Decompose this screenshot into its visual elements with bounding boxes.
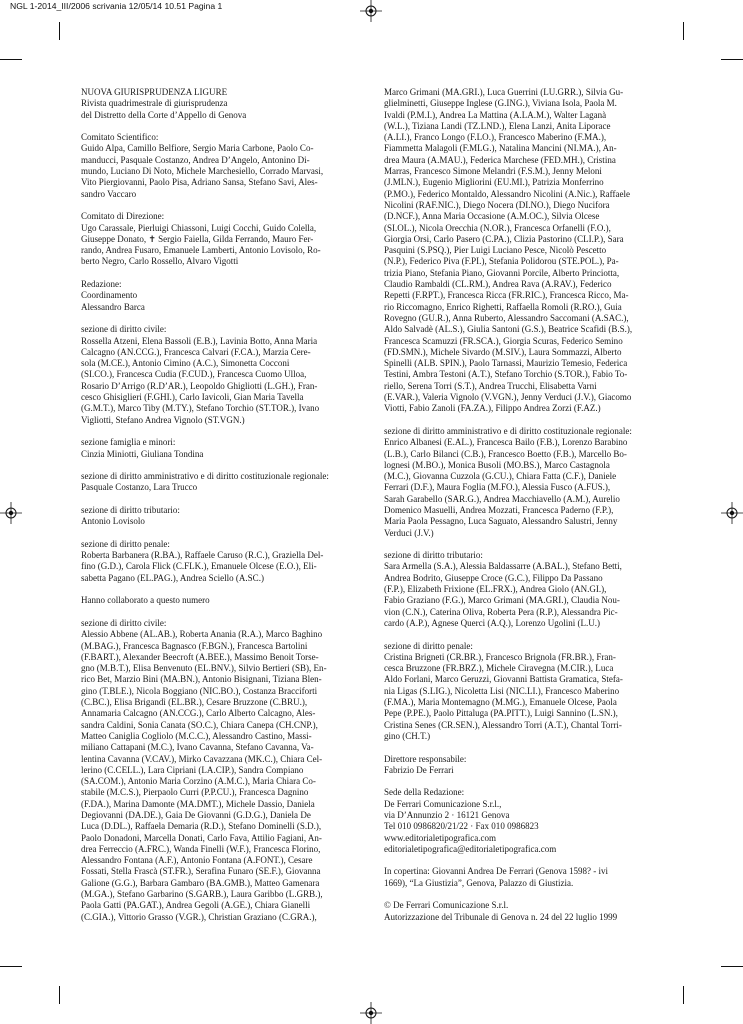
- text-block: [81, 618, 359, 923]
- text-line: trizia Piano, Stefania Piano, Giovanni Porcile, Alberto Princiotta,: [384, 267, 620, 278]
- text-line: Rivista quadrimestrale di giurisprudenza: [81, 98, 228, 109]
- text-line: Ferrari (D.F.), Maura Foglia (M.FO.), Alessia Fusco (A.FUS.),: [384, 482, 611, 493]
- text-line: (SA.COM.), Antonio Maria Corzino (A.M.C.), Maria Chiara Co-: [81, 776, 316, 787]
- text-line: sezione di diritto penale:: [81, 538, 170, 549]
- text-line: Aldo Salvadè (AL.S.), Giulia Santoni (G.S.), Beatrice Scafidi (B.S.),: [384, 324, 633, 335]
- text-line: Annamaria Calcagno (AN.CCG.), Carlo Alberto Calcagno, Ales-: [81, 708, 316, 719]
- text-line: Redazione:: [81, 279, 122, 290]
- right-column: [384, 87, 662, 934]
- text-line: (F.BART.), Alexander Beecroft (A.BEE.), Massimo Benoit Torse-: [81, 651, 319, 662]
- text-line: sezione di diritto penale:: [384, 640, 473, 651]
- text-block: [384, 426, 662, 539]
- text-line: sandro Vaccaro: [81, 188, 137, 199]
- text-line: Luca (D.DL.), Raffaela Demaria (R.D.), Stefano Dominelli (S.D.),: [81, 821, 322, 832]
- text-line: cesco Ghisiglieri (F.GHI.), Carlo Iavicoli, Gian Maria Tavella: [81, 392, 304, 403]
- text-block: [384, 866, 662, 889]
- text-line: www.editorialetipografica.com: [384, 832, 497, 843]
- text-line: Alessandro Barca: [81, 301, 145, 312]
- text-line: Cinzia Miniotti, Giuliana Tondina: [81, 448, 204, 459]
- text-line: miliano Cattapani (M.C.), Ivano Cavanna, Stefano Cavanna, Va-: [81, 742, 314, 753]
- text-line: Sede della Redazione:: [384, 787, 465, 798]
- text-line: del Distretto della Corte d’Appello di Genova: [81, 109, 247, 120]
- text-line: Cristina Brigneti (CR.BR.), Francesco Brignola (FR.BR.), Fran-: [384, 651, 616, 662]
- text-line: drea Maura (A.MAU.), Federica Marchese (FED.MH.), Cristina: [384, 154, 616, 165]
- text-line: Verduci (J.V.): [384, 527, 434, 538]
- text-line: © De Ferrari Comunicazione S.r.l.: [384, 900, 509, 911]
- text-line: fino (G.D.), Carola Flick (C.FLK.), Emanuele Olcese (E.O.), Eli-: [81, 561, 317, 572]
- text-line: (E.VAR.), Valeria Vignolo (V.VGN.), Jenny Verduci (J.V.), Giacomo: [384, 392, 632, 403]
- text-line: editorialetipografica@editorialetipografica.com: [384, 843, 557, 854]
- text-line: Alessandro Fontana (A.F.), Antonio Fontana (A.FONT.), Cesare: [81, 855, 313, 866]
- text-line: lentina Cavanna (V.CAV.), Mirko Cavazzana (MK.C.), Chiara Cel-: [81, 753, 323, 764]
- registration-mark-top-icon: [360, 0, 382, 22]
- text-block: [81, 132, 359, 200]
- text-block: [81, 505, 359, 528]
- text-block: [384, 87, 662, 415]
- text-block: [81, 211, 359, 267]
- crop-mark: [0, 966, 22, 967]
- text-block: [81, 279, 359, 313]
- text-line: Aldo Forlani, Marco Geruzzi, Giovanni Battista Gramatica, Stefa-: [384, 674, 623, 685]
- text-line: rio Riccomagno, Enrico Righetti, Raffaella Romoli (R.RO.), Guia: [384, 301, 622, 312]
- text-line: Pasquale Costanzo, Lara Trucco: [81, 482, 198, 493]
- crop-mark: [683, 986, 684, 1004]
- text-line: Paolo Donadoni, Marcella Donati, Carlo Fava, Attilio Fagiani, An-: [81, 832, 322, 843]
- text-line: Rosario D’Arrigo (R.D’AR.), Leopoldo Ghigliotti (L.GH.), Fran-: [81, 380, 318, 391]
- text-line: (C.GIA.), Vittorio Grasso (V.GR.), Christian Graziano (C.GRA.),: [81, 911, 317, 922]
- text-line: Marras, Francesco Simone Melandri (F.S.M.), Jenny Meloni: [384, 166, 602, 177]
- text-line: (P.MO.), Federico Montaldo, Alessandro Nicolini (A.Nic.), Raffaele: [384, 188, 630, 199]
- text-line: lognesi (M.BO.), Monica Busoli (MO.BS.), Marco Castagnola: [384, 459, 610, 470]
- text-line: (J.MLN.), Eugenio Migliorini (EU.MI.), Patrizia Monferrino: [384, 177, 604, 188]
- text-line: sola (M.CE.), Antonio Cimino (A.C.), Simonetta Cocconi: [81, 358, 290, 369]
- text-line: In copertina: Giovanni Andrea De Ferrari (Genova 1598? - ivi: [384, 866, 609, 877]
- text-line: rico Bet, Marzio Bini (MA.BN.), Antonio Bisignani, Tiziana Blen-: [81, 674, 322, 685]
- text-line: (N.P.), Federico Piva (F.PI.), Stefania Polidorou (STE.POL.), Pa-: [384, 256, 619, 267]
- text-block: [81, 595, 359, 606]
- text-line: cardo (A.P.), Agnese Querci (A.Q.), Lorenzo Ugolini (L.U.): [384, 617, 601, 628]
- text-line: (C.BC.), Elisa Brigandì (EL.BR.), Cesare Bruzzone (C.BRU.),: [81, 697, 308, 708]
- crop-mark: [0, 59, 22, 60]
- text-line: Testini, Ambra Testoni (A.T.), Stefano Torchio (S.TOR.), Fabio To-: [384, 369, 628, 380]
- text-line: cesca Bruzzone (FR.BRZ.), Michele Ciravegna (M.CIR.), Luca: [384, 663, 614, 674]
- text-line: Ivaldi (P.M.I.), Andrea La Mattina (A.LA.M.), Walter Laganà: [384, 109, 607, 120]
- registration-mark-right-icon: [721, 502, 743, 524]
- text-line: lerino (C.CELL.), Lara Cipriani (LA.CIP.), Sandra Compiano: [81, 764, 304, 775]
- text-line: (G.M.T.), Marco Tiby (M.TY.), Stefano Torchio (ST.TOR.), Ivano: [81, 403, 320, 414]
- text-line: nia Ligas (S.LIG.), Nicoletta Lisi (NIC.LI.), Francesco Maberino: [384, 685, 620, 696]
- text-line: (M.BAG.), Francesca Bagnasco (F.BGN.), Francesca Bartolini: [81, 640, 308, 651]
- text-line: gno (M.B.T.), Elisa Benvenuto (EL.BNV.), Silvio Bertieri (SB), En-: [81, 663, 327, 674]
- text-block: [384, 787, 662, 855]
- text-block: [81, 539, 359, 584]
- text-line: (M.C.), Giovanna Cuzzola (G.CU.), Chiara Fatta (C.F.), Daniele: [384, 471, 617, 482]
- text-line: 1669), “La Giustizia”, Genova, Palazzo di Giustizia.: [384, 877, 574, 888]
- text-line: Repetti (F.RPT.), Francesca Ricca (FR.RIC.), Francesca Ricco, Ma-: [384, 290, 629, 301]
- text-line: Direttore responsabile:: [384, 753, 467, 764]
- text-line: (D.NCF.), Anna Maria Occasione (A.M.OC.), Silvia Olcese: [384, 211, 600, 222]
- text-line: (SI.OL.), Nicola Orecchia (N.OR.), Francesca Orfanelli (F.O.),: [384, 222, 611, 233]
- text-line: vion (C.N.), Caterina Oliva, Roberta Pera (R.P.), Alessandra Pic-: [384, 606, 618, 617]
- text-line: sandra Caldini, Sonia Canata (SO.C.), Chiara Canepa (CH.CNP.),: [81, 719, 318, 730]
- text-line: Vigliotti, Stefano Andrea Vignolo (ST.VGN.): [81, 414, 245, 425]
- text-line: Marco Grimani (MA.GRI.), Luca Guerrini (LU.GRR.), Silvia Gu-: [384, 87, 624, 97]
- text-block: [384, 754, 662, 777]
- text-line: Fabrizio De Ferrari: [384, 764, 454, 775]
- registration-mark-bottom-icon: [360, 1002, 382, 1024]
- text-line: Vito Piergiovanni, Paolo Pisa, Adriano Sansa, Stefano Savi, Ales-: [81, 177, 318, 188]
- text-line: Claudio Rambaldi (CL.RM.), Andrea Rava (A.RAV.), Federico: [384, 279, 612, 290]
- text-line: (M.GA.), Stefano Garbarino (S.GARB.), Laura Garibbo (L.GRB.),: [81, 889, 323, 900]
- text-line: Galione (G.G.), Barbara Gambaro (BA.GMB.), Matteo Gamenara: [81, 877, 320, 888]
- text-block: [384, 900, 662, 923]
- text-line: sezione di diritto tributario:: [384, 550, 483, 561]
- text-line: Fabio Graziano (F.G.), Marco Grimani (MA.GRI.), Claudia Nou-: [384, 595, 620, 606]
- text-line: gino (T.BLE.), Nicola Boggiano (NIC.BO.), Costanza Bracciforti: [81, 685, 318, 696]
- text-line: Tel 010 0986820/21/22 · Fax 010 0986823: [384, 821, 539, 832]
- text-line: Comitato Scientifico:: [81, 132, 159, 143]
- text-line: sabetta Pagano (EL.PAG.), Andrea Sciello (A.SC.): [81, 572, 264, 583]
- text-line: (F.DA.), Marina Damonte (MA.DMT.), Michele Dassio, Daniela: [81, 798, 315, 809]
- text-line: Cristina Senes (CR.SEN.), Alessandro Torri (A.T.), Chantal Torri-: [384, 719, 622, 730]
- text-line: Viotti, Fabio Zanoli (FA.ZA.), Filippo Andrea Zorzi (F.AZ.): [384, 403, 601, 414]
- text-line: Autorizzazione del Tribunale di Genova n. 24 del 22 luglio 1999: [384, 911, 618, 922]
- text-line: sezione di diritto civile:: [81, 617, 167, 628]
- text-line: berto Negro, Carlo Rossello, Alvaro Vigotti: [81, 256, 239, 267]
- text-line: Spinelli (ALB. SPIN.), Paolo Tarnassi, Maurizio Temesio, Federica: [384, 358, 628, 369]
- crop-mark: [59, 986, 60, 1004]
- text-line: sezione di diritto tributario:: [81, 504, 180, 515]
- text-line: (A.LI.), Franco Longo (F.LO.), Francesco Maberino (F.MA.),: [384, 132, 607, 143]
- text-line: (FD.SMN.), Michele Sivardo (M.SIV.), Laura Sommazzi, Alberto: [384, 346, 622, 357]
- text-line: Nicolini (RAF.NIC.), Diego Nocera (DI.NO.), Diego Nucifora: [384, 199, 610, 210]
- text-line: Ugo Carassale, Pierluigi Chiassoni, Luigi Cocchi, Guido Colella,: [81, 222, 317, 233]
- crop-mark: [721, 966, 743, 967]
- text-line: gino (CH.T.): [384, 730, 431, 741]
- text-line: Giuseppe Donato, ✝ Sergio Faiella, Gilda Ferrando, Mauro Fer-: [81, 233, 314, 244]
- text-line: glielminetti, Giuseppe Inglese (G.ING.), Viviana Isola, Paola M.: [384, 98, 617, 109]
- text-line: Paola Gatti (PA.GAT.), Andrea Gegoli (A.GE.), Chiara Gianelli: [81, 900, 311, 911]
- text-line: Rovegno (GU.R.), Anna Ruberto, Alessandro Saccomani (A.SAC.),: [384, 312, 629, 323]
- text-line: stabile (M.C.S.), Pierpaolo Curri (P.P.CU.), Francesca Dagnino: [81, 787, 309, 798]
- text-line: riello, Serena Torri (S.T.), Andrea Trucchi, Elisabetta Varni: [384, 380, 597, 391]
- text-line: Maria Paola Pessagno, Luca Saguato, Alessandro Salustri, Jenny: [384, 516, 618, 527]
- text-line: NUOVA GIURISPRUDENZA LIGURE: [81, 87, 228, 97]
- text-line: (F.P.), Elizabeth Frixione (EL.FRX.), Andrea Giolo (AN.GI.),: [384, 584, 607, 595]
- text-block: [81, 324, 359, 426]
- text-line: (W.L.), Tiziana Landi (TZ.LND.), Elena Lanzi, Anita Liporace: [384, 120, 611, 131]
- text-line: Pepe (P.PE.), Paolo Pittaluga (PA.PITT.), Luigi Sannino (L.SN.),: [384, 708, 618, 719]
- text-line: Alessio Abbene (AL.AB.), Roberta Anania (R.A.), Marco Baghino: [81, 629, 323, 640]
- text-line: Domenico Masuelli, Andrea Mozzati, Francesca Paderno (F.P.),: [384, 504, 614, 515]
- text-line: Antonio Lovisolo: [81, 516, 145, 527]
- text-line: Enrico Albanesi (E.AL.), Francesca Bailo (F.B.), Lorenzo Barabino: [384, 437, 628, 448]
- crop-mark: [721, 59, 743, 60]
- text-line: Matteo Caniglia Cogliolo (M.C.C.), Alessandro Castino, Massi-: [81, 730, 312, 741]
- registration-mark-left-icon: [0, 502, 22, 524]
- text-line: Roberta Barbanera (R.BA.), Raffaele Caruso (R.C.), Graziella Del-: [81, 550, 324, 561]
- text-line: drea Ferreccio (A.FRC.), Wanda Finelli (W.F.), Francesca Florino,: [81, 843, 321, 854]
- text-line: Giorgia Orsi, Carlo Pasero (C.PA.), Clizia Pastorino (CLI.P.), Sara: [384, 233, 624, 244]
- text-line: sezione di diritto amministrativo e di diritto costituzionale regionale:: [81, 471, 329, 482]
- text-line: Francesca Scamuzzi (FR.SCA.), Giorgia Scuras, Federico Semino: [384, 335, 623, 346]
- crop-mark: [683, 22, 684, 40]
- text-line: rando, Andrea Fusaro, Emanuele Lamberti, Antonio Lovisolo, Ro-: [81, 245, 321, 256]
- text-line: Fiammetta Malagoli (F.MLG.), Natalina Mancini (NI.MA.), An-: [384, 143, 617, 154]
- text-line: (F.MA.), Maria Montemagno (M.MG.), Emanuele Olcese, Paola: [384, 697, 617, 708]
- text-line: Degiovanni (DA.DE.), Gaia De Giovanni (G.D.G.), Daniela De: [81, 810, 311, 820]
- text-block: [81, 437, 359, 460]
- text-line: via D’Annunzio 2 · 16121 Genova: [384, 810, 510, 820]
- text-line: sezione famiglia e minori:: [81, 437, 176, 448]
- text-line: De Ferrari Comunicazione S.r.l.,: [384, 798, 502, 809]
- print-slug: NGL 1-2014_III/2006 scrivania 12/05/14 10.51 Pagina 1: [10, 1, 223, 11]
- text-line: manducci, Pasquale Costanzo, Andrea D’Angelo, Antonino Di-: [81, 154, 310, 165]
- text-line: Hanno collaborato a questo numero: [81, 595, 210, 606]
- text-line: Guido Alpa, Camillo Belfiore, Sergio Maria Carbone, Paolo Co-: [81, 143, 314, 154]
- crop-mark: [59, 22, 60, 40]
- text-block: [384, 550, 662, 629]
- text-line: Calcagno (AN.CCG.), Francesca Calvari (F.CA.), Marzia Cere-: [81, 346, 311, 357]
- text-line: sezione di diritto amministrativo e di diritto costituzionale regionale:: [384, 425, 632, 436]
- text-line: Coordinamento: [81, 290, 138, 301]
- text-line: Andrea Bodrito, Giuseppe Croce (G.C.), Filippo Da Passano: [384, 572, 603, 583]
- text-line: Sarah Garabello (SAR.G.), Andrea Macchiavello (A.M.), Aurelio: [384, 493, 620, 504]
- text-line: Rossella Atzeni, Elena Bassoli (E.B.), Lavinia Botto, Anna Maria: [81, 335, 318, 346]
- left-column: [81, 87, 359, 934]
- text-line: Fossati, Stella Frascà (ST.FR.), Serafina Funaro (SE.F.), Giovanna: [81, 866, 321, 877]
- text-line: mundo, Luciano Di Noto, Michele Marchesiello, Corrado Marvasi,: [81, 166, 324, 177]
- text-block: [81, 87, 359, 121]
- text-line: Comitato di Direzione:: [81, 211, 165, 222]
- text-block: [81, 471, 359, 494]
- text-block: [384, 641, 662, 743]
- text-line: (L.B.), Carlo Bilanci (C.B.), Francesco Boetto (F.B.), Marcello Bo-: [384, 448, 627, 459]
- text-line: (SI.CO.), Francesca Cudia (F.CUD.), Francesca Cuomo Ulloa,: [81, 369, 307, 380]
- text-line: Pasquini (S.PSQ.), Pier Luigi Luciano Pesce, Nicolò Pescetto: [384, 245, 607, 256]
- text-line: Sara Armella (S.A.), Alessia Baldassarre (A.BAL.), Stefano Betti,: [384, 561, 622, 572]
- text-line: sezione di diritto civile:: [81, 324, 167, 335]
